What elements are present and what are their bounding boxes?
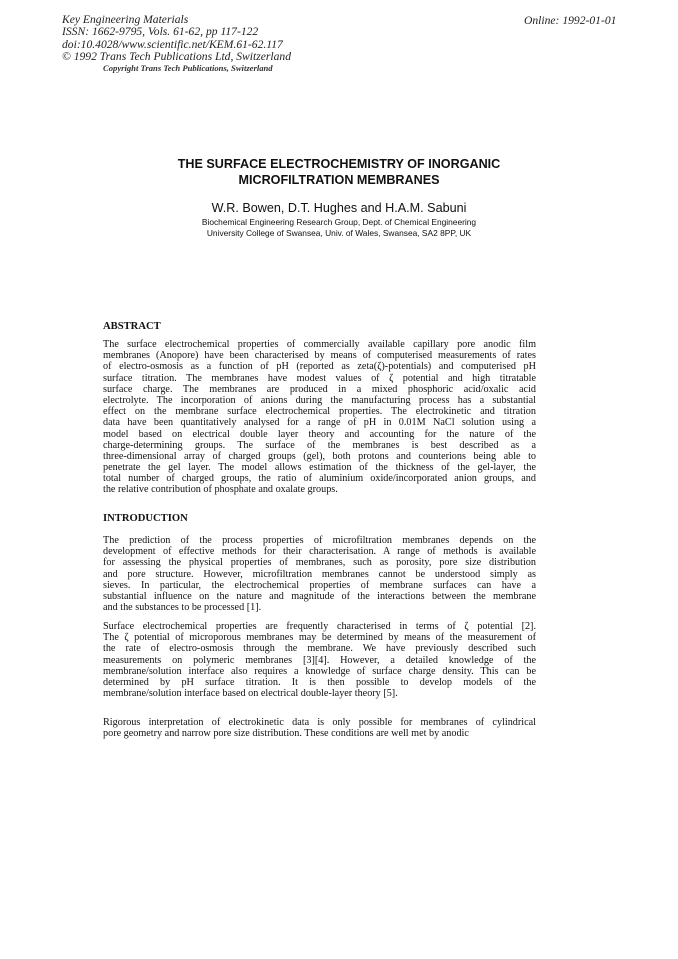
intro-paragraph-3 — [103, 717, 536, 739]
text-line: surface charge. The membranes are produced in a mixed phosphoric acid/oxalic acid — [103, 383, 536, 395]
online-date: Online: 1992-01-01 — [524, 14, 617, 27]
abstract-heading: ABSTRACT — [103, 321, 161, 332]
text-line: electrolyte. The incorporation of anions during the manufacturing process has a substantial — [103, 394, 536, 406]
text-line: and pore structure. However, microfiltration membranes cannot be understood simply as — [103, 568, 536, 580]
text-line: three-dimensional array of charged groups (gel), both protons and counterions being able to — [103, 450, 536, 462]
text-line: The prediction of the process properties of microfiltration membranes depends on the — [103, 535, 536, 546]
text-line: membrane/solution interface also requires a knowledge of surface charge density. This can be — [103, 665, 536, 677]
text-line: membranes (Anopore) have been characterised by means of computerised measurements of rates — [103, 350, 536, 362]
text-line: for assessing the physical properties of membranes, such as porosity, pore size distribution — [103, 557, 536, 569]
abstract-body — [103, 339, 536, 496]
text-line: membrane/solution interface based on electrical double-layer theory [5]. — [103, 688, 398, 700]
copyright-line: © 1992 Trans Tech Publications Ltd, Switzerland — [62, 50, 292, 64]
scan-copyright-line: Copyright Trans Tech Publications, Switzerland — [103, 63, 273, 73]
text-line: pore geometry and narrow pore size distribution. These conditions are well met by anodic — [103, 728, 469, 740]
text-line: sieves. In particular, the electrochemical properties of membrane surfaces can have a — [103, 579, 536, 591]
title-line-1: THE SURFACE ELECTROCHEMISTRY OF INORGANIC — [177, 157, 501, 171]
intro-paragraph-1 — [103, 535, 536, 613]
intro-paragraph-2 — [103, 621, 536, 699]
text-line: model based on electrical double layer theory and accounting for the nature of the — [103, 428, 536, 440]
text-line: substantial influence on the nature and magnitude of the interactions between the membrane — [103, 590, 536, 602]
text-line: charge-determining groups. The surface of the membranes is best described as a — [103, 439, 536, 451]
text-line: and the substances to be processed [1]. — [103, 602, 262, 614]
text-line: data have been quantitatively analysed for a range of pH in 0.01M NaCl solution using a — [103, 417, 536, 429]
issn-line: ISSN: 1662-9795, Vols. 61-62, pp 117-122 — [62, 25, 259, 39]
text-line: measurements on polymeric membranes [3][4]. However, a detailed knowledge of the — [103, 654, 536, 666]
text-line: surface titration. The membranes have modest values of ζ potential and high titratable — [103, 372, 536, 384]
text-line: of electro-osmosis as a function of pH (reported as zeta(ζ)-potentials) and computerised pH — [103, 361, 536, 373]
affiliation-line-2: University College of Swansea, Univ. of Wales, Swansea, SA2 8PP, UK — [206, 228, 472, 238]
doi-line: doi:10.4028/www.scientific.net/KEM.61-62.117 — [62, 37, 283, 51]
journal-name: Key Engineering Materials — [62, 13, 189, 26]
text-line: determined by pH surface titration. It is then possible to develop models of the — [103, 676, 536, 688]
text-line: penetrate the gel layer. The model allows estimation of the thickness of the gel-layer, the — [103, 462, 536, 474]
text-line: development of effective methods for their characterisation. A range of methods is available — [103, 546, 536, 558]
text-line: the relative contribution of phosphate and oxalate groups. — [103, 484, 338, 496]
journal-header — [62, 14, 291, 64]
affiliation — [100, 217, 578, 239]
text-line: The ζ potential of microporous membranes may be determined by means of the measurement of — [103, 632, 536, 644]
text-line: The surface electrochemical properties of commercially available capillary pore anodic film — [103, 339, 536, 350]
text-line: effect on the membrane surface electrochemical properties. The electrokinetic and titration — [103, 406, 536, 418]
title-line-2: MICROFILTRATION MEMBRANES — [238, 173, 440, 187]
paper-title — [100, 156, 578, 188]
text-line: the rate of electro-osmosis through the membrane. We have previously described such — [103, 643, 536, 655]
introduction-heading: INTRODUCTION — [103, 513, 188, 524]
text-line: Rigorous interpretation of electrokinetic data is only possible for membranes of cylindrical — [103, 717, 536, 728]
author-list: W.R. Bowen, D.T. Hughes and H.A.M. Sabuni — [211, 201, 467, 215]
affiliation-line-1: Biochemical Engineering Research Group, Dept. of Chemical Engineering — [201, 217, 477, 227]
text-line: total number of charged groups, the ratio of aluminium oxide/incorporated anion groups, and — [103, 473, 536, 485]
text-line: Surface electrochemical properties are frequently characterised in terms of ζ potential [2]. — [103, 621, 536, 632]
